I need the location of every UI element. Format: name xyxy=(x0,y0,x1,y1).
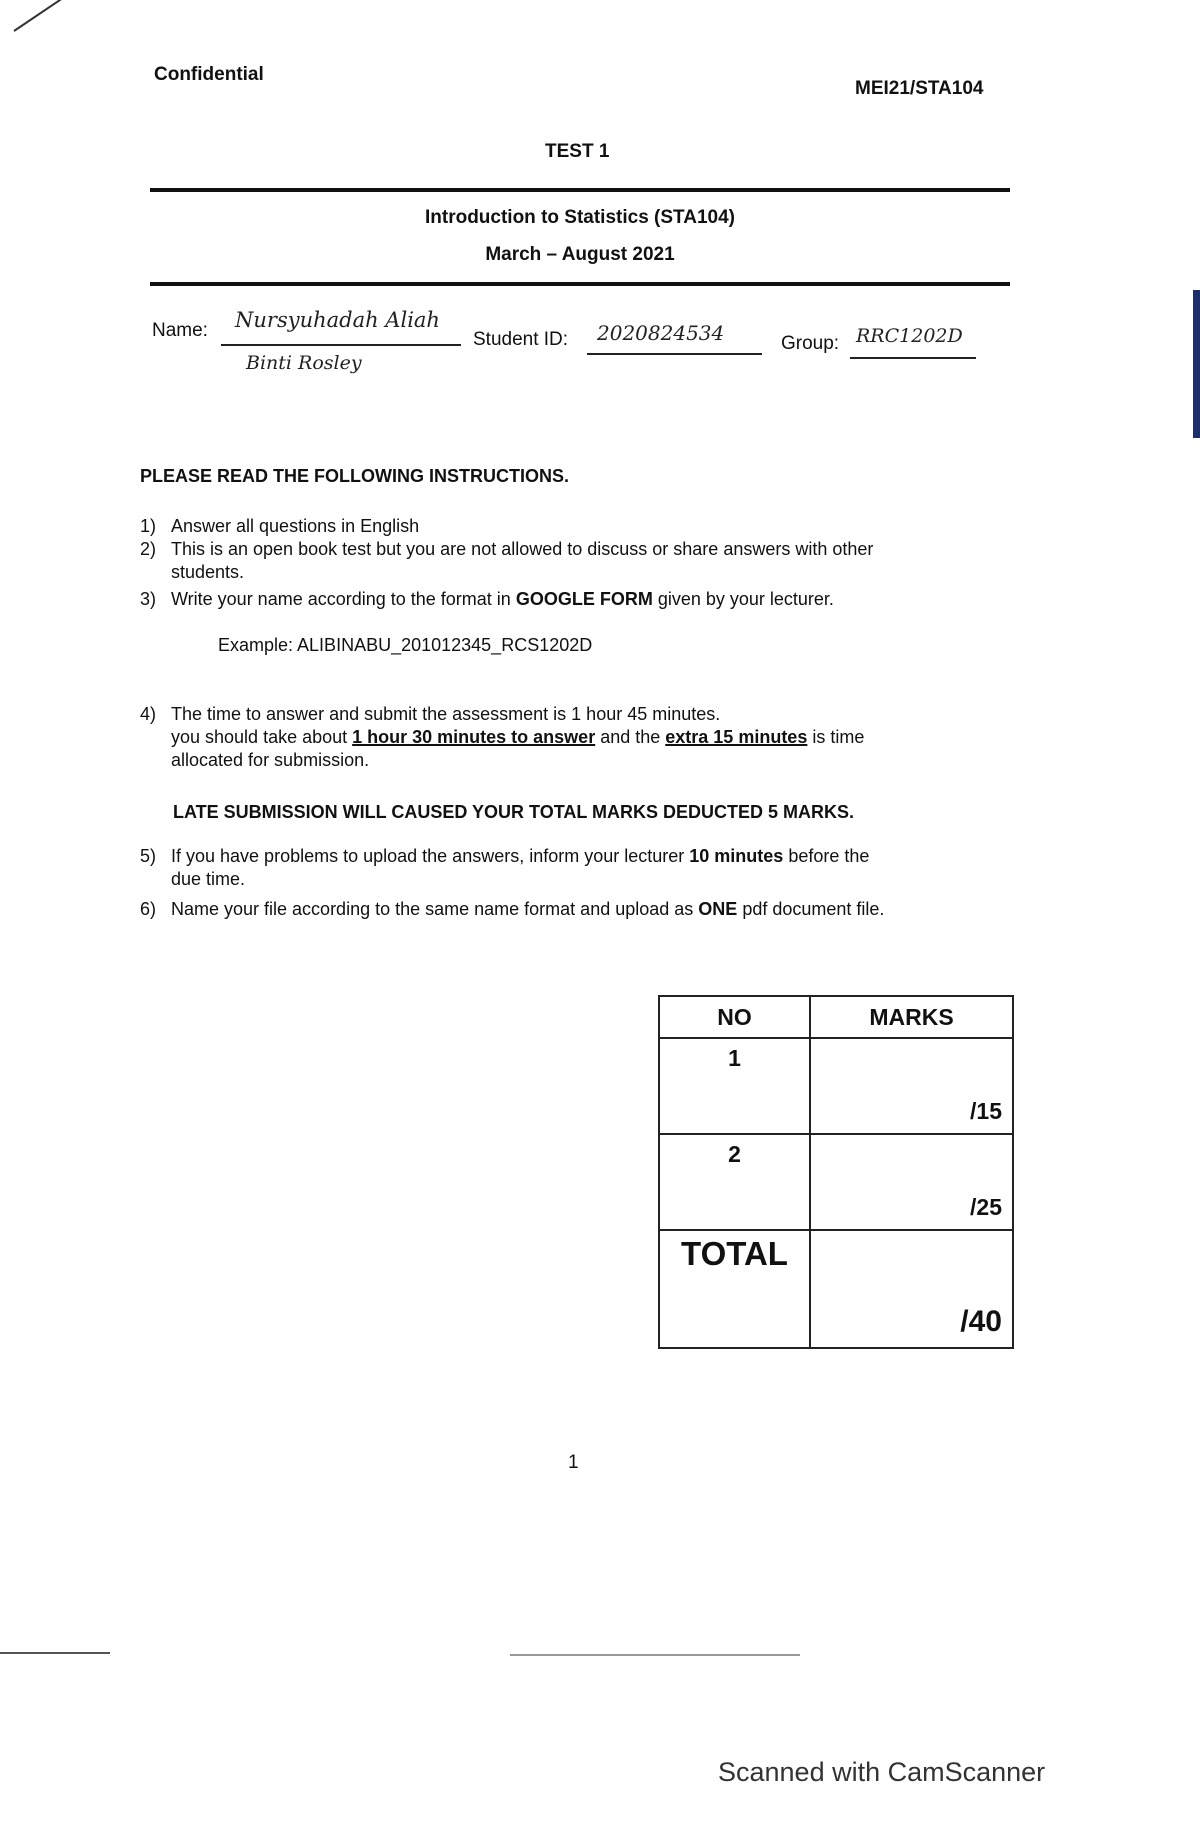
name-label: Name: xyxy=(152,320,208,341)
instruction-item-6: 6) Name your file according to the same name format and upload as ONE pdf document file. xyxy=(140,899,885,919)
row-no: 1 xyxy=(659,1038,810,1134)
format-example: Example: ALIBINABU_201012345_RCS1202D xyxy=(218,635,593,655)
table-total-row xyxy=(659,1230,1013,1348)
course-name: Introduction to Statistics (STA104) xyxy=(424,207,735,228)
row-marks[interactable]: /25 xyxy=(810,1134,1013,1230)
group-value: RRC1202D xyxy=(856,325,963,347)
confidential-label: Confidential xyxy=(154,64,264,85)
total-marks[interactable]: /40 xyxy=(810,1230,1013,1348)
student-id-value: 2020824534 xyxy=(597,321,725,345)
scan-edge-artifact xyxy=(1193,290,1200,438)
instruction-item-3: 3) Write your name according to the format in GOOGLE FORM given by your lecturer. xyxy=(140,589,834,609)
instruction-item-4: 4) The time to answer and submit the assessment is 1 hour 45 minutes. you should take about 1 hour 30 minutes to answer and the extra 15 minutes is time allocated for submission. xyxy=(140,704,865,770)
name-field[interactable] xyxy=(221,308,461,346)
name-value-line2: Binti Rosley xyxy=(246,352,362,374)
bottom-divider xyxy=(150,282,1010,286)
instruction-item-2: 2) This is an open book test but you are not allowed to discuss or share answers with other students. xyxy=(140,539,874,582)
name-value-line1: Nursyuhadah Aliah xyxy=(235,308,440,332)
instructions-heading: PLEASE READ THE FOLLOWING INSTRUCTIONS. xyxy=(140,466,570,486)
header-marks: MARKS xyxy=(810,996,1013,1038)
row-no: 2 xyxy=(659,1134,810,1230)
page-number: 1 xyxy=(568,1452,579,1473)
table-row xyxy=(659,1038,1013,1134)
total-label: TOTAL xyxy=(659,1230,810,1348)
header-no: NO xyxy=(659,996,810,1038)
group-label: Group: xyxy=(781,333,840,354)
marks-table-header xyxy=(659,996,1013,1038)
scan-edge-line xyxy=(510,1654,800,1656)
pen-stroke-mark xyxy=(13,0,74,32)
instruction-item-5: 5) If you have problems to upload the answers, inform your lecturer 10 minutes before the due time. xyxy=(140,846,870,889)
semester: March – August 2021 xyxy=(485,244,675,265)
course-code: MEI21/STA104 xyxy=(855,78,984,99)
marks-table xyxy=(658,995,1014,1349)
table-row xyxy=(659,1134,1013,1230)
row-marks[interactable]: /15 xyxy=(810,1038,1013,1134)
group-field[interactable] xyxy=(850,325,976,359)
student-id-field[interactable] xyxy=(587,321,762,355)
scan-edge-line xyxy=(0,1652,110,1654)
top-divider xyxy=(150,188,1010,192)
test-title: TEST 1 xyxy=(545,141,610,162)
student-id-label: Student ID: xyxy=(473,329,569,350)
instruction-item-1: 1) Answer all questions in English xyxy=(140,516,420,536)
camscanner-watermark: Scanned with CamScanner xyxy=(718,1757,1046,1787)
late-submission-notice: LATE SUBMISSION WILL CAUSED YOUR TOTAL MARKS DEDUCTED 5 MARKS. xyxy=(173,802,855,822)
